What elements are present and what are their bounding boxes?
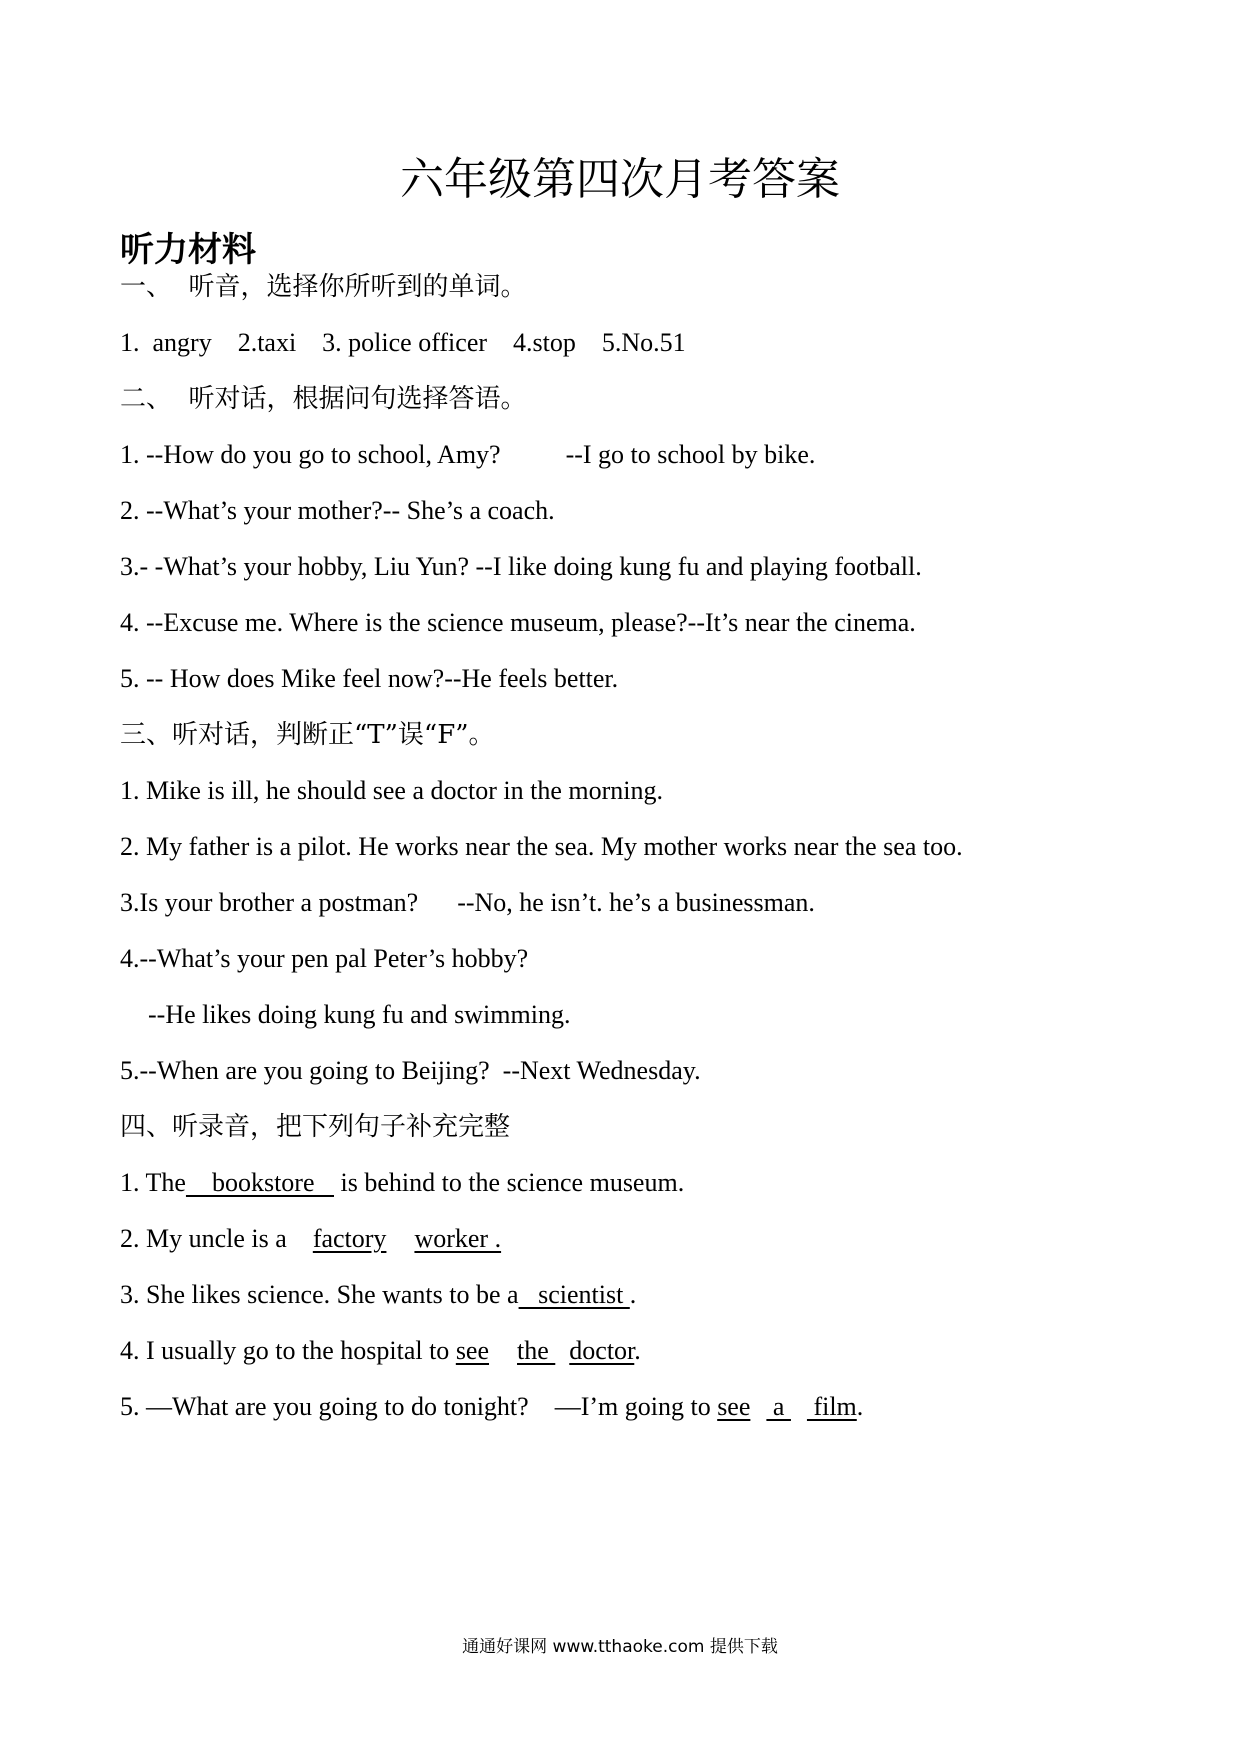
text-segment: 5. —What are you going to do tonight? —I’m going to — [120, 1392, 718, 1421]
filled-answer: doctor — [569, 1336, 635, 1365]
part3-line-1: 1. Mike is ill, he should see a doctor in the morning. — [120, 776, 664, 805]
filled-answer: bookstore — [185, 1168, 334, 1197]
part4-heading: 四、听录音，把下列句子补充完整 — [120, 1112, 511, 1142]
part4-line-1 — [120, 1166, 684, 1200]
part2-heading: 二、 听对话，根据问句选择答语。 — [120, 384, 527, 414]
part2-line-4: 4. --Excuse me. Where is the science museum, please?--It’s near the cinema. — [120, 608, 916, 637]
filled-answer: scientist — [518, 1280, 630, 1309]
part3-heading: 三、听对话，判断正“T”误“F”。 — [120, 720, 495, 750]
footer-credit: 通通好课网 www.tthaoke.com 提供下载 — [462, 1637, 778, 1657]
part1-answers: 1. angry 2.taxi 3. police officer 4.stop 5.No.51 — [120, 328, 686, 357]
part3-line-5: 5.--When are you going to Beijing? --Next Wednesday. — [120, 1056, 701, 1085]
text-segment: 3. She likes science. She wants to be a — [120, 1280, 519, 1309]
part2-line-5: 5. -- How does Mike feel now?--He feels better. — [120, 664, 619, 693]
part4-line-5 — [120, 1390, 863, 1424]
text-segment: 1. The — [120, 1168, 186, 1197]
filled-answer: factory — [312, 1224, 387, 1253]
filled-answer: worker . — [414, 1224, 502, 1253]
page-title: 六年级第四次月考答案 — [400, 155, 840, 204]
text-segment: . — [629, 1280, 637, 1309]
part2-line-2: 2. --What’s your mother?-- She’s a coach. — [120, 496, 555, 525]
part4-line-4 — [120, 1334, 641, 1368]
text-segment: is behind to the science museum. — [334, 1168, 685, 1197]
part3-line-3: 3.Is your brother a postman? --No, he isn’t. he’s a businessman. — [120, 888, 815, 917]
filled-answer: the — [517, 1336, 556, 1365]
text-segment: . — [634, 1336, 641, 1365]
filled-answer: see — [717, 1392, 751, 1421]
part2-line-1: 1. --How do you go to school, Amy? --I go to school by bike. — [120, 440, 816, 469]
part3-line-4-answer: --He likes doing kung fu and swimming. — [148, 1000, 571, 1029]
text-segment: 2. My uncle is a — [120, 1224, 313, 1253]
section-heading: 听力材料 — [120, 230, 256, 270]
part3-line-2: 2. My father is a pilot. He works near the sea. My mother works near the sea too. — [120, 832, 963, 861]
text-segment: . — [856, 1392, 864, 1421]
filled-answer: film — [806, 1392, 857, 1421]
part2-line-3: 3.- -What’s your hobby, Liu Yun? --I like doing kung fu and playing football. — [120, 552, 922, 581]
part4-line-3 — [120, 1278, 636, 1312]
part3-line-4: 4.--What’s your pen pal Peter’s hobby? — [120, 944, 529, 973]
part1-heading: 一、 听音，选择你所听到的单词。 — [120, 272, 527, 302]
text-segment: 4. I usually go to the hospital to — [120, 1336, 456, 1365]
filled-answer: see — [455, 1336, 490, 1365]
part4-line-2 — [120, 1222, 501, 1256]
filled-answer: a — [766, 1392, 791, 1421]
